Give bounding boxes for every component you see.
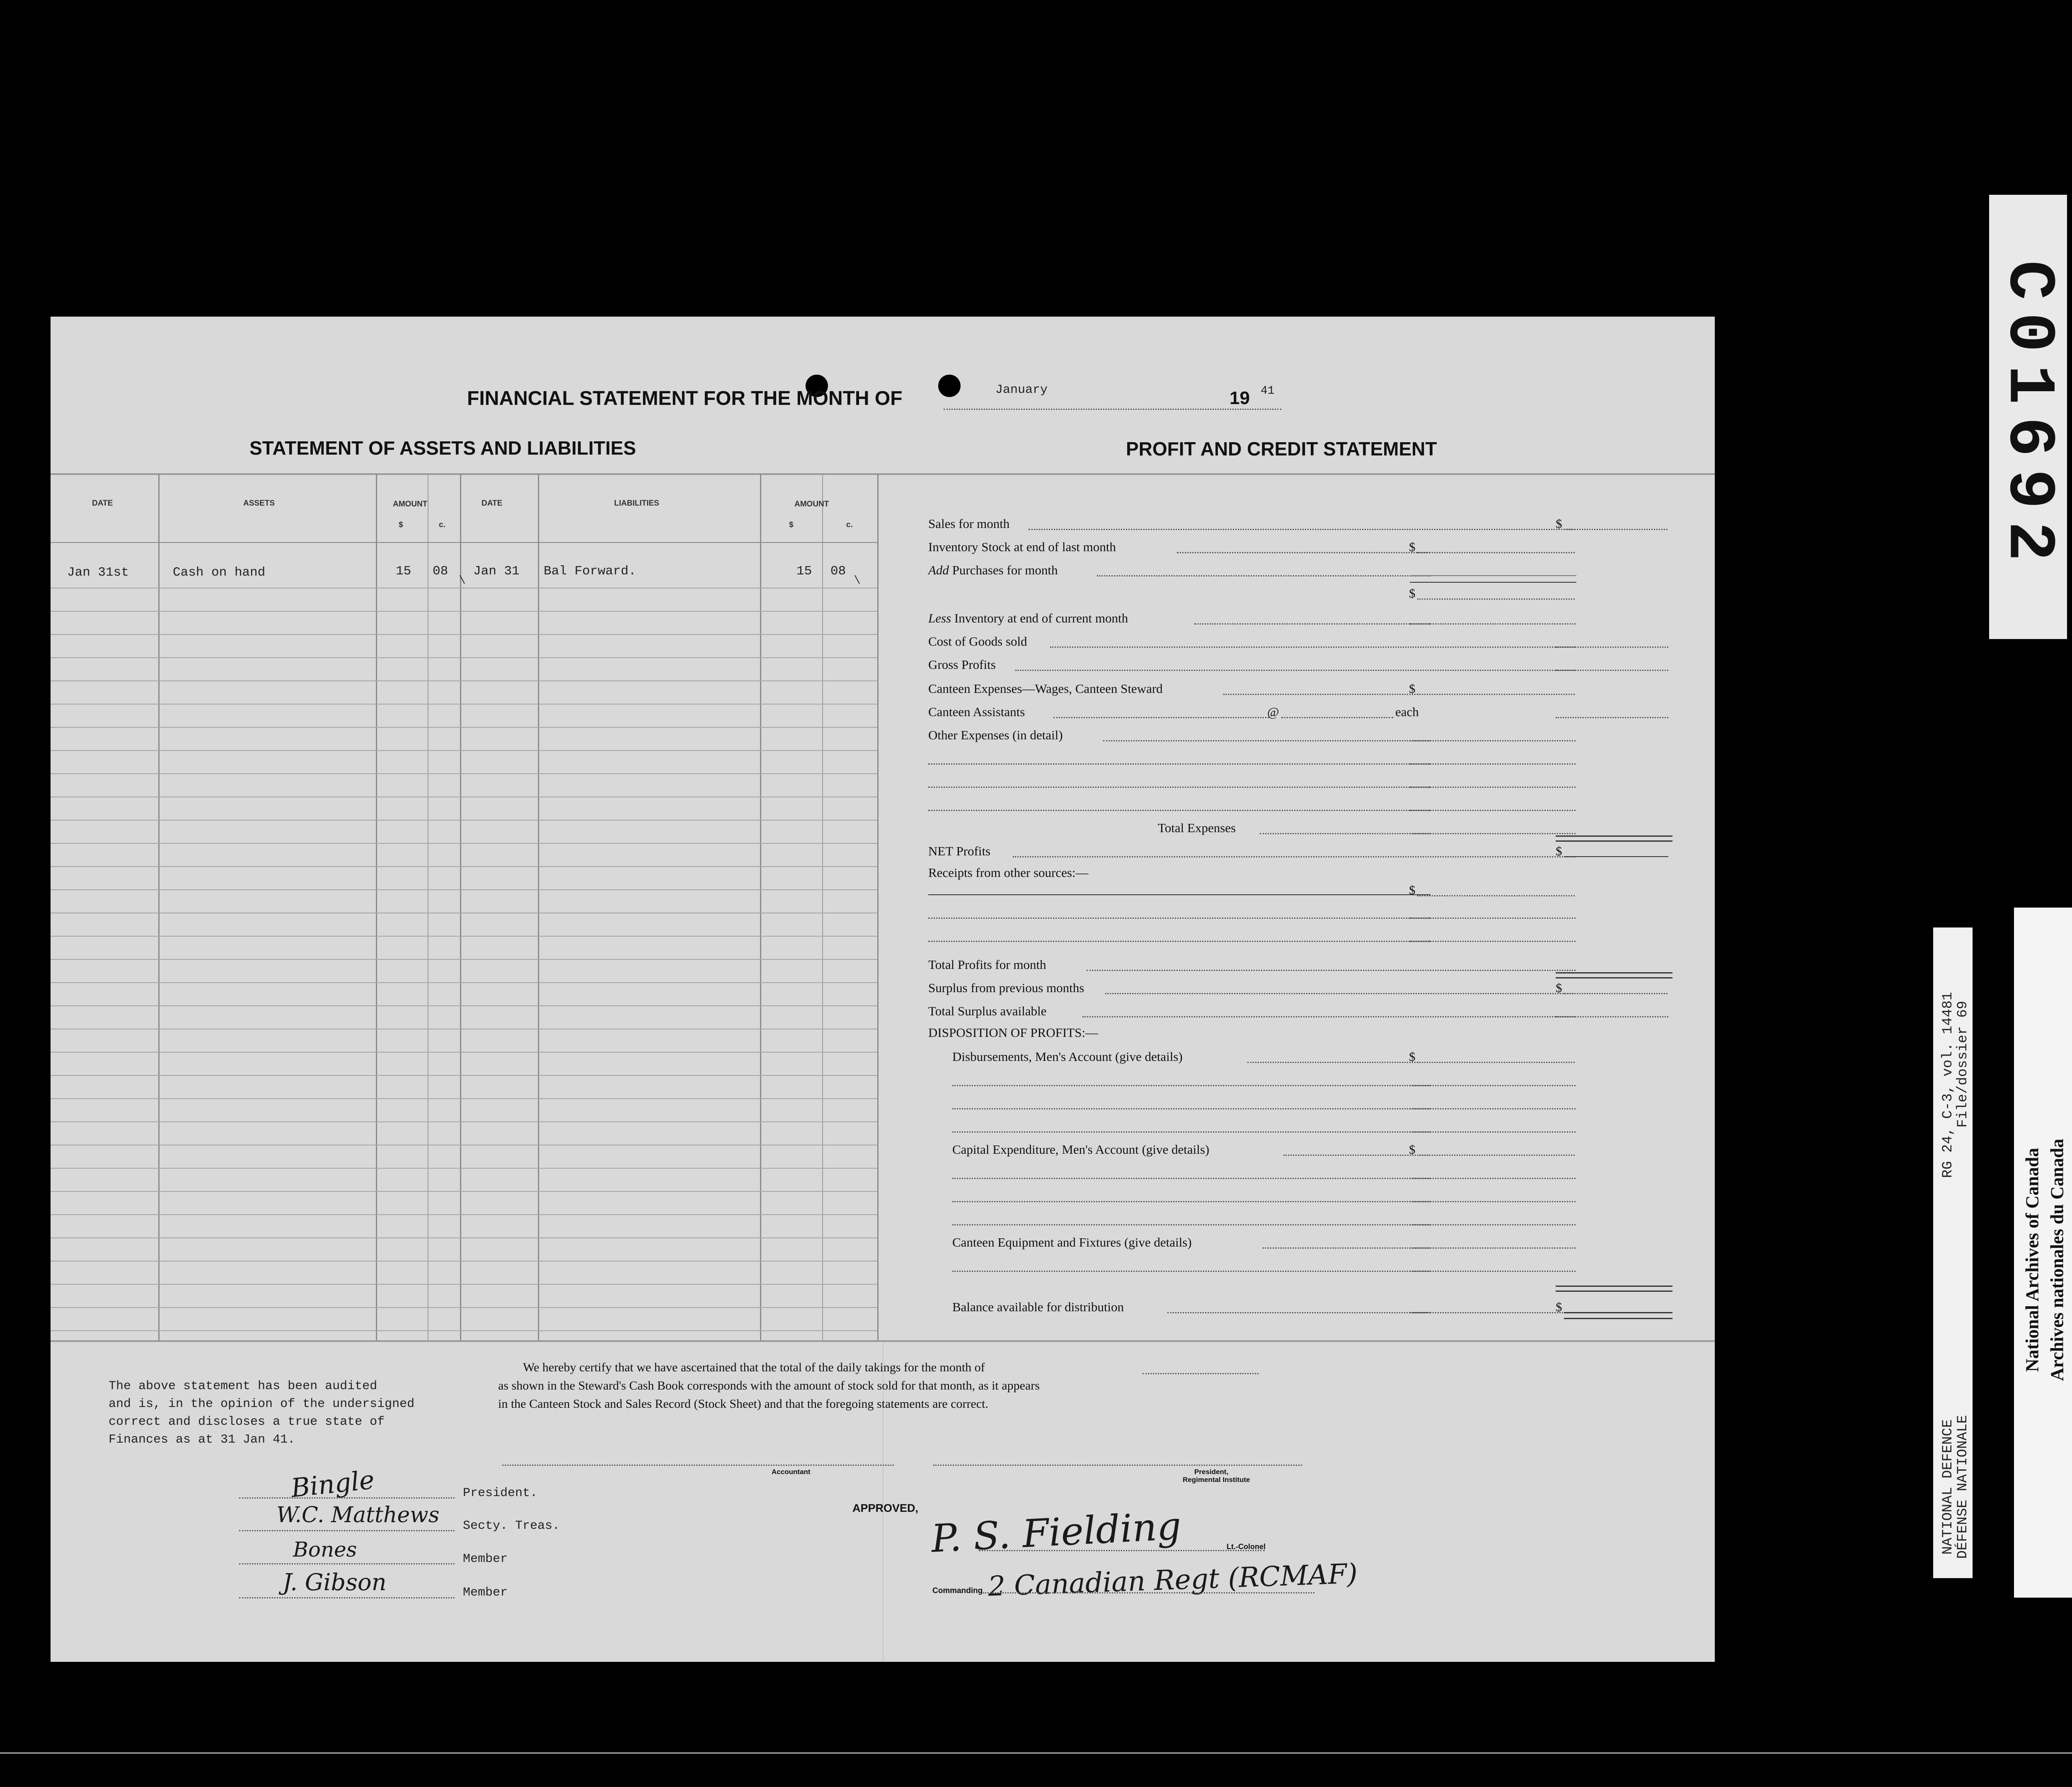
secretary-role: Secty. Treas. — [463, 1519, 560, 1533]
punch-hole-right — [938, 375, 961, 397]
leader — [1194, 623, 1431, 625]
label-disbursements: Disbursements, Men's Account (give details) — [952, 1049, 1183, 1064]
leader — [1417, 694, 1575, 695]
defense-nationale-label: DÉFENSE NATIONALE — [1955, 1415, 1971, 1559]
president-dotted-line — [239, 1497, 455, 1499]
commanding-label: Commanding — [932, 1586, 983, 1595]
member2-dotted-line — [239, 1597, 455, 1598]
amount-header-assets: AMOUNT — [393, 500, 428, 508]
table-top-border — [51, 473, 1715, 475]
asset-dollars: 15 — [396, 564, 411, 579]
ledger-rule — [51, 1098, 877, 1099]
form-title: FINANCIAL STATEMENT FOR THE MONTH OF — [467, 387, 903, 409]
detail-line — [952, 1131, 1431, 1133]
leader — [1167, 1312, 1431, 1313]
amount-header-liabilities: AMOUNT — [794, 500, 829, 508]
ledger-col-divider — [158, 474, 160, 1340]
leader — [1417, 1062, 1575, 1063]
president-role: President. — [463, 1486, 538, 1500]
leader — [1564, 993, 1668, 994]
ledger-col-divider — [822, 474, 823, 1340]
leader — [1410, 1108, 1576, 1109]
leader — [1410, 1271, 1576, 1272]
member2-signature: J. Gibson — [283, 1569, 387, 1596]
ledger-rule — [51, 750, 877, 751]
leader — [1410, 1247, 1576, 1249]
archives-english: National Archives of Canada — [2022, 1148, 2043, 1372]
asset-description: Cash on hand — [173, 565, 266, 580]
asset-date: Jan 31st — [67, 565, 129, 580]
leader — [1410, 1201, 1576, 1202]
check-tick: \ — [459, 574, 466, 587]
leader — [1247, 1062, 1431, 1063]
label-disposition: DISPOSITION OF PROFITS:— — [928, 1025, 1098, 1040]
leader — [1556, 1016, 1668, 1017]
ledger-col-divider — [538, 474, 539, 1340]
label-total-surplus: Total Surplus available — [928, 1004, 1047, 1018]
ledger-rule — [51, 866, 877, 867]
ledger-rule — [51, 1307, 877, 1308]
reel-number-card — [1989, 195, 2067, 639]
leader — [1410, 623, 1576, 625]
label-wages: Canteen Expenses—Wages, Canteen Steward — [928, 681, 1163, 696]
ledger-rule — [51, 1214, 877, 1215]
label-cost-goods: Cost of Goods sold — [928, 634, 1027, 649]
label-inventory-last: Inventory Stock at end of last month — [928, 540, 1116, 554]
purchases-label: Purchases for month — [952, 563, 1058, 577]
ledger-rule — [51, 1121, 877, 1122]
leader — [1263, 1247, 1431, 1249]
detail-line — [952, 1085, 1431, 1086]
leader — [1417, 1155, 1575, 1156]
ledger-rule — [51, 1237, 877, 1238]
member1-signature: Bones — [293, 1538, 357, 1562]
detail-line — [928, 894, 1431, 895]
detail-line — [952, 1201, 1431, 1202]
leader — [1015, 670, 1576, 671]
label-net-profits: NET Profits — [928, 844, 991, 858]
leader — [1410, 1224, 1576, 1225]
leader — [1417, 552, 1575, 553]
leader — [1105, 993, 1576, 994]
audit-line-3: correct and discloses a true state of — [109, 1415, 385, 1429]
leader — [1556, 670, 1668, 671]
dollar-sign: $ — [1556, 516, 1562, 531]
rank-label: Lt.-Colonel — [1227, 1542, 1266, 1551]
detail-line — [928, 787, 1431, 788]
leader — [1556, 647, 1668, 648]
ledger-rule — [51, 634, 877, 635]
leader — [1410, 1085, 1576, 1086]
member1-role: Member — [463, 1552, 508, 1566]
leader — [1013, 856, 1576, 857]
detail-line — [952, 1178, 1431, 1179]
ledger-col-divider — [760, 474, 761, 1340]
unit-line — [983, 1592, 1314, 1593]
leader — [1556, 717, 1668, 718]
year-suffix: 41 — [1261, 385, 1275, 397]
month-value: January — [995, 383, 1048, 397]
leader — [1050, 647, 1576, 648]
archive-reference-line-2: File/dossier 69 — [1955, 1000, 1971, 1128]
leader — [1410, 1312, 1576, 1313]
detail-line — [928, 763, 1431, 765]
less-label: Less — [928, 611, 951, 625]
detail-line — [952, 1108, 1431, 1109]
ledger-rule — [51, 704, 877, 705]
dollars-header-assets: $ — [399, 521, 403, 529]
label-total-profits: Total Profits for month — [928, 957, 1046, 972]
national-defence-label: NATIONAL DEFENCE — [1940, 1419, 1956, 1555]
inventory-current-label: Inventory at end of current month — [954, 611, 1128, 625]
ledger-col-divider — [460, 474, 461, 1340]
liability-cents: 08 — [830, 564, 846, 579]
detail-line — [928, 941, 1431, 942]
ledger-rule — [51, 820, 877, 821]
label-balance: Balance available for distribution — [952, 1300, 1124, 1314]
label-total-expenses: Total Expenses — [1158, 821, 1236, 835]
financial-statement-form — [51, 317, 1715, 1662]
leader — [1410, 1178, 1576, 1179]
ledger-rule — [51, 889, 877, 890]
leader — [1410, 1131, 1576, 1133]
archives-canada-card — [2014, 908, 2072, 1598]
liabilities-header: LIABILITIES — [614, 499, 659, 508]
double-rule — [1556, 835, 1673, 842]
label-gross: Gross Profits — [928, 657, 996, 672]
ledger-rule — [51, 1330, 877, 1331]
leader — [1283, 1155, 1431, 1156]
ledger-rule — [51, 680, 877, 681]
detail-line — [928, 810, 1431, 811]
profit-credit-heading: PROFIT AND CREDIT STATEMENT — [1126, 438, 1437, 460]
archives-french: Archives nationales du Canada — [2047, 1138, 2067, 1381]
assets-header: ASSETS — [243, 499, 275, 508]
leader — [1564, 529, 1668, 530]
ledger-rule — [51, 1075, 877, 1076]
label-other-expenses: Other Expenses (in detail) — [928, 728, 1063, 742]
dollar-sign: $ — [1409, 586, 1416, 601]
ledger-rule — [51, 936, 877, 937]
label-purchases — [928, 563, 1058, 578]
certificate-line-1: We hereby certify that we have ascertained that the total of the daily takings for the month of — [523, 1361, 985, 1374]
leader — [1410, 918, 1576, 919]
dollar-sign: $ — [1409, 1049, 1416, 1064]
ledger-rule — [51, 1261, 877, 1262]
leader — [1103, 740, 1431, 741]
ledger-header-bottom — [51, 542, 877, 543]
leader — [1223, 694, 1431, 695]
leader — [1410, 763, 1576, 765]
member2-role: Member — [463, 1586, 508, 1600]
reel-number: C01692 — [1990, 260, 2066, 574]
detail-line — [952, 1271, 1431, 1272]
ledger-rule — [51, 727, 877, 728]
leader — [1410, 787, 1576, 788]
add-label: Add — [928, 563, 949, 577]
leader — [1410, 810, 1576, 811]
leader — [1177, 552, 1431, 553]
leader — [1260, 833, 1431, 834]
audit-line-2: and is, in the opinion of the undersigned — [109, 1397, 415, 1411]
dollar-sign: $ — [1409, 681, 1416, 696]
ledger-rule — [51, 959, 877, 960]
detail-line — [952, 1224, 1431, 1225]
audit-line-1: The above statement has been audited — [109, 1379, 378, 1393]
leader — [1281, 717, 1393, 718]
ledger-rule — [51, 611, 877, 612]
at-sign: @ — [1267, 705, 1279, 719]
leader — [1029, 529, 1576, 530]
label-surplus-previous: Surplus from previous months — [928, 981, 1084, 995]
commanding-officer-signature: P. S. Fielding — [930, 1504, 1182, 1561]
approved-label: APPROVED, — [852, 1502, 919, 1514]
ledger-rule — [51, 1168, 877, 1169]
assets-liabilities-heading: STATEMENT OF ASSETS AND LIABILITIES — [249, 437, 636, 459]
audit-line-4: Finances as at 31 Jan 41. — [109, 1433, 295, 1447]
ledger-rule — [51, 982, 877, 983]
ledger-rule — [51, 1052, 877, 1053]
year-prefix: 19 — [1230, 388, 1250, 408]
dollars-header-liabilities: $ — [789, 521, 794, 529]
ledger-rule — [51, 773, 877, 774]
ledger-rule — [51, 843, 877, 844]
president-signature-line — [933, 1465, 1302, 1466]
label-equipment: Canteen Equipment and Fixtures (give details) — [952, 1235, 1192, 1249]
ledger-rule — [51, 1191, 877, 1192]
label-assistants: Canteen Assistants — [928, 705, 1025, 719]
film-edge-line — [0, 1752, 2072, 1754]
certificate-line-3: in the Canteen Stock and Sales Record (Stock Sheet) and that the foregoing statements are correct. — [498, 1397, 988, 1411]
leader — [1097, 575, 1431, 576]
label-receipts: Receipts from other sources:— — [928, 865, 1089, 880]
each-label: each — [1395, 705, 1419, 719]
ledger-rule — [51, 1005, 877, 1006]
secretary-dotted-line — [239, 1530, 455, 1531]
ledger-col-divider — [376, 474, 377, 1340]
dollar-sign: $ — [1409, 540, 1416, 554]
president-signature: Bingle — [289, 1464, 376, 1504]
certificate-line-2: as shown in the Steward's Cash Book corresponds with the amount of stock sold for that month, as it appears — [498, 1379, 1040, 1392]
archive-reference-line-1: RG 24, C-3, vol. 14481 — [1940, 992, 1956, 1178]
leader — [1417, 895, 1575, 896]
leader — [1417, 598, 1575, 600]
ledger-col-divider — [877, 474, 879, 1340]
sum-line — [1410, 575, 1576, 576]
dollar-sign: $ — [1556, 981, 1562, 995]
dollar-sign: $ — [1409, 883, 1416, 897]
leader — [1410, 833, 1576, 834]
label-capital: Capital Expenditure, Men's Account (give details) — [952, 1142, 1210, 1157]
double-rule — [1564, 1312, 1673, 1319]
accountant-label: Accountant — [772, 1468, 811, 1476]
double-rule — [1556, 972, 1673, 978]
sum-line — [1410, 582, 1576, 583]
detail-line — [928, 918, 1431, 919]
approval-signature-line — [979, 1550, 1265, 1551]
unit-handwritten: 2 Canadian Regt (RCMAF) — [987, 1557, 1358, 1603]
leader — [1087, 970, 1576, 971]
president-label: President, — [1194, 1468, 1229, 1476]
ledger-rule — [51, 657, 877, 658]
secretary-signature: W.C. Matthews — [276, 1503, 440, 1528]
ledger-rule — [51, 1284, 877, 1285]
date-header-assets: DATE — [92, 499, 113, 508]
liability-date: Jan 31 — [473, 564, 520, 579]
leader — [1410, 740, 1576, 741]
label-sales: Sales for month — [928, 516, 1010, 531]
leader — [1082, 1016, 1576, 1017]
sum-line — [1564, 856, 1668, 857]
reference-label-card — [1933, 927, 1973, 1578]
accountant-signature-line — [502, 1465, 894, 1466]
cents-header-assets: c. — [439, 521, 445, 529]
dollar-sign: $ — [1409, 1142, 1416, 1157]
label-inventory-current — [928, 611, 1128, 626]
dollar-sign: $ — [1556, 844, 1562, 858]
double-rule — [1556, 1286, 1673, 1292]
check-tick: \ — [854, 574, 861, 587]
leader — [1410, 941, 1576, 942]
month-blank — [1143, 1373, 1259, 1374]
dollar-sign: $ — [1556, 1300, 1562, 1314]
cents-header-liabilities: c. — [846, 521, 853, 529]
liability-dollars: 15 — [796, 564, 812, 579]
leader — [1053, 717, 1269, 718]
regimental-institute-label: Regimental Institute — [1183, 1476, 1250, 1484]
asset-cents: 08 — [433, 564, 448, 579]
month-line — [944, 409, 1281, 410]
member1-dotted-line — [239, 1563, 455, 1564]
liability-description: Bal Forward. — [544, 564, 637, 579]
date-header-liabilities: DATE — [482, 499, 503, 508]
